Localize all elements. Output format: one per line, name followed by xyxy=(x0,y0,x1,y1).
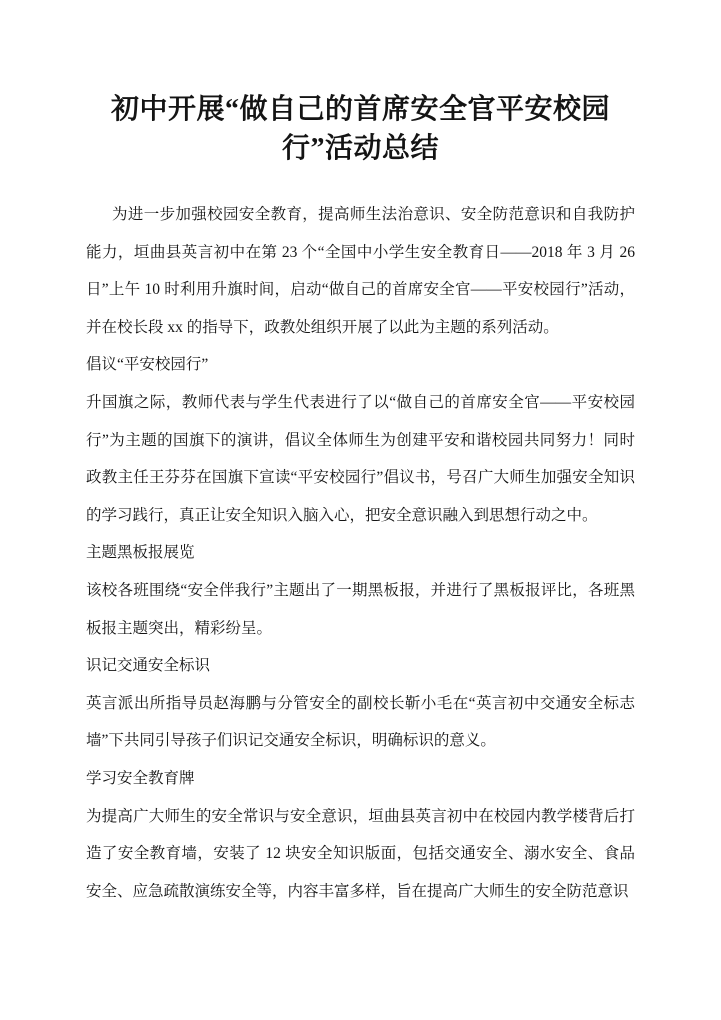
document-body xyxy=(86,196,635,910)
paragraph: 为提高广大师生的安全常识与安全意识，垣曲县英言初中在校园内教学楼背后打造了安全教育墙，安装了 12 块安全知识版面，包括交通安全、溺水安全、食品安全、应急疏散演练安全等，内容丰富多样，旨在提高广大师生的安全防范意识 xyxy=(86,807,635,900)
paragraph: 升国旗之际，教师代表与学生代表进行了以“做自己的首席安全官——平安校园行”为主题的国旗下的演讲，倡议全体师生为创建平安和谐校园共同努力！同时政教主任王芬芬在国旗下宣读“平安校园行”倡议书，号召广大师生加强安全知识的学习践行，真正让安全知识入脑入心，把安全意识融入到思想行动之中。 xyxy=(86,393,635,524)
paragraph: 该校各班围绕“安全伴我行”主题出了一期黑板报，并进行了黑板报评比，各班黑板报主题突出，精彩纷呈。 xyxy=(86,581,635,637)
paragraph: 英言派出所指导员赵海鹏与分管安全的副校长靳小毛在“英言初中交通安全标志墙”下共同引导孩子们识记交通安全标识，明确标识的意义。 xyxy=(86,694,635,750)
section-heading: 识记交通安全标识 xyxy=(86,657,211,675)
paragraph: 为进一步加强校园安全教育，提高师生法治意识、安全防范意识和自我防护能力，垣曲县英言初中在第 23 个“全国中小学生安全教育日——2018 年 3 月 26 日”上午 10 时利用升旗时间，启动“做自己的首席安全官——平安校园行”活动，并在校长段 xx 的指导下，政教处组织开展了以此为主题的系列活动。 xyxy=(86,206,635,336)
section-heading: 主题黑板报展览 xyxy=(86,544,195,562)
section-heading: 倡议“平安校园行” xyxy=(86,356,209,374)
section-heading: 学习安全教育牌 xyxy=(86,769,195,787)
document-title: 初中开展“做自己的首席安全官平安校园行”活动总结 xyxy=(110,94,610,164)
